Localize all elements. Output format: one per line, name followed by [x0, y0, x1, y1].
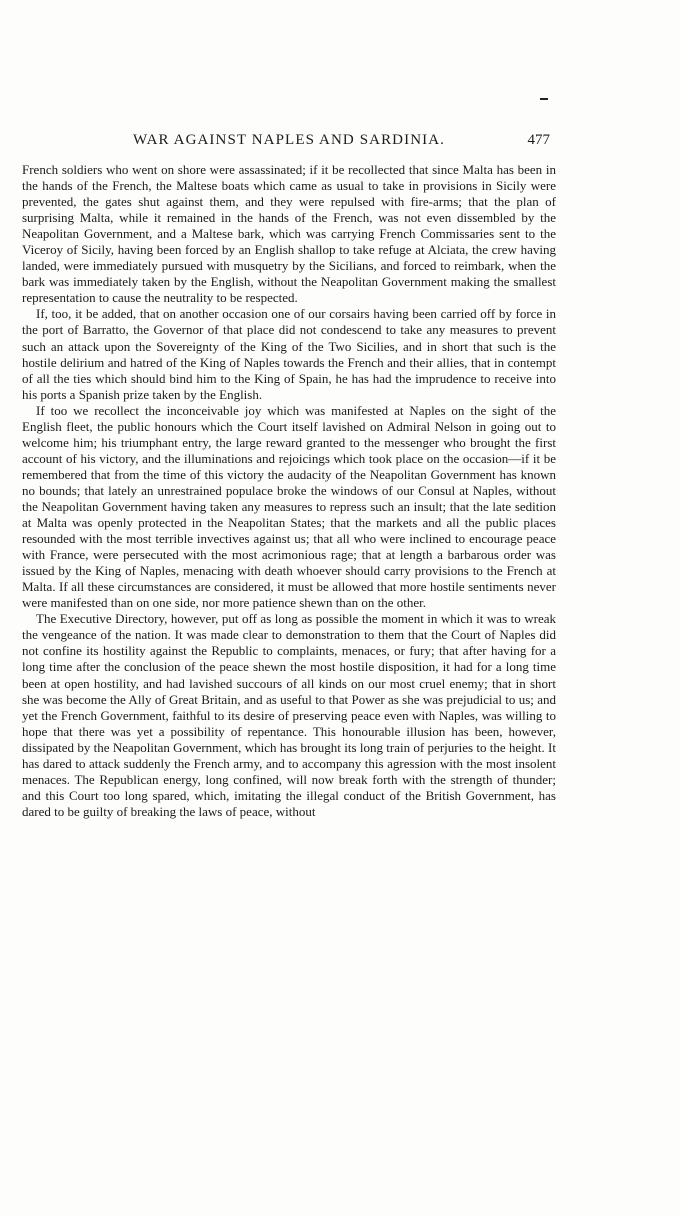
page-edge-mark [540, 98, 548, 100]
paragraph-corsair: If, too, it be added, that on another occasion one of our corsairs having been carried off by force in the port of Barratto, the Governor of that place did not condescend to take any measures to prevent such an attack upon the Sovereignty of the King of the Two Sicilies, and in short that such is the hostile delirium and hatred of the King of Naples towards the French and their allies, that in contempt of all the ties which should bind him to the King of Spain, he has had the imprudence to receive into his ports a Spanish prize taken by the English. [22, 306, 556, 402]
body-text [22, 162, 556, 820]
page-number: 477 [527, 132, 550, 148]
paragraph-nelson: If too we recollect the inconceivable joy which was manifested at Naples on the sight of the English fleet, the public honours which the Court itself lavished on Admiral Nelson in going out to welcome him; his triumphant entry, the large reward granted to the messenger who brought the first account of his victory, and the illuminations and rejoicings which took place on the occasion—if it be remembered that from the time of this victory the audacity of the Neapolitan Government has known no bounds; that lately an unrestrained populace broke the windows of our Consul at Naples, without the Neapolitan Government having taken any measures to repress such an insult; that the late sedition at Malta was openly protected in the Neapolitan States; that the markets and all the public places resounded with the most terrible invectives against us; that all who were inclined to encourage peace with France, were persecuted with the most acrimonious rage; that at length a barbarous order was issued by the King of Naples, menacing with death whoever should carry provisions to the French at Malta. If all these circumstances are considered, it must be allowed that more hostile sentiments never were manifested than on one side, nor more patience shewn than on the other. [22, 402, 556, 611]
running-title: WAR AGAINST NAPLES AND SARDINIA. [132, 132, 446, 148]
running-head [94, 132, 574, 154]
paragraph-directory: The Executive Directory, however, put off as long as possible the moment in which it was to wreak the vengeance of the nation. It was made clear to demonstration to them that the Court of Naples did not confine its hostility against the Republic to complaints, menaces, or fury; that after having for a long time after the conclusion of the peace shewn the most hostile disposition, it had for a long time been at open hostility, and had lavished succours of all kinds on our most cruel enemy; that in short she was become the Ally of Great Britain, and as useful to that Power as she was prejudicial to us; and yet the French Government, faithful to its desire of preserving peace even with Naples, was willing to hope that there was yet a possibility of repentance. This honourable illusion has been, however, dissipated by the Neapolitan Government, which has brought its long train of perjuries to the height. It has dared to attack suddenly the French army, and to accompany this agression with the most insolent menaces. The Republican energy, long confined, will now break forth with the strength of thunder; and this Court too long spared, which, imitating the illegal conduct of the British Government, has dared to be guilty of breaking the laws of peace, without [22, 611, 556, 819]
paragraph-continuation: French soldiers who went on shore were assassinated; if it be recollected that since Malta has been in the hands of the French, the Maltese boats which came as usual to take in provisions in Sicily were prevented, the gates shut against them, and they were repulsed with fire-arms; that the plan of surprising Malta, while it remained in the hands of the French, was not even dissembled by the Neapolitan Government, and a Maltese bark, which was carrying French Commissaries sent to the Viceroy of Sicily, having been forced by an English shallop to take refuge at Alciata, the crew having landed, were immediately pursued with musquetry by the Sicilians, and forced to reimbark, when the bark was immediately taken by the English, without the Neapolitan Government making the smallest representation to cause the neutrality to be respected. [22, 162, 556, 306]
